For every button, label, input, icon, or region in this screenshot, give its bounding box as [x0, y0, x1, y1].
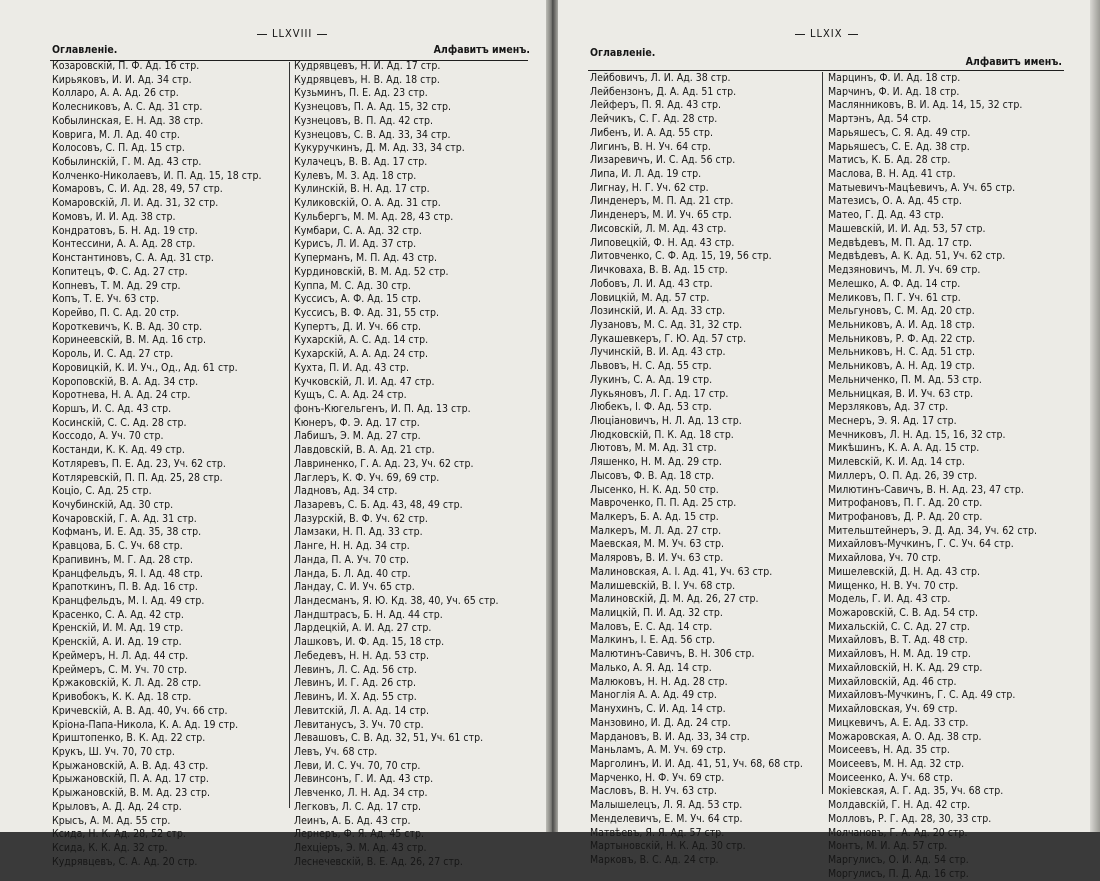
left-names-column-2: [294, 60, 530, 869]
name-entry: Меликовъ, П. Г. Уч. 61 стр.: [828, 291, 961, 304]
name-entry: Копневъ, Т. М. Ад. 29 стр.: [52, 279, 181, 292]
right-header-toc: Оглавленіе.: [590, 47, 656, 59]
name-entry: Лукьяновъ, Л. Г. Ад. 17 стр.: [590, 387, 729, 400]
name-entry: Лейчикъ, С. Г. Ад. 28 стр.: [590, 113, 718, 126]
name-entry: Красенко, С. А. Ад. 42 стр.: [52, 608, 184, 621]
left-column-divider: [289, 62, 290, 808]
name-entry: Моисеевъ, М. Н. Ад. 32 стр.: [828, 757, 965, 770]
name-entry: Левитскій, Л. А. Ад. 14 стр.: [294, 704, 430, 717]
name-entry: Марцинъ, Ф. И. Ад. 18 стр.: [828, 72, 961, 84]
name-entry: Линденеръ, М. П. Ад. 21 стр.: [590, 195, 734, 208]
left-page: [0, 0, 546, 868]
name-entry: Менделевичъ, Е. М. Уч. 64 стр.: [590, 812, 743, 825]
name-entry: Миллеръ, О. П. Ад. 26, 39 стр.: [828, 469, 978, 482]
name-entry: Кульбергъ, М. М. Ад. 28, 43 стр.: [294, 210, 454, 223]
name-entry: Комаровскій, Л. И. Ад. 31, 32 стр.: [52, 197, 219, 210]
name-entry: Лукашевкеръ, Г. Ю. Ад. 57 стр.: [590, 332, 747, 345]
name-entry: Лукинъ, С. А. Ад. 19 стр.: [590, 373, 713, 386]
name-entry: Кюнеръ, Ф. Э. Ад. 17 стр.: [294, 416, 420, 429]
name-entry: Кудрявцевъ, Н. В. Ад. 18 стр.: [294, 73, 440, 86]
name-entry: Лебедевъ, Н. Н. Ад. 53 стр.: [294, 649, 430, 662]
name-entry: Марченко, Н. Ф. Уч. 69 стр.: [590, 771, 725, 784]
name-entry: Мавроченко, П. П. Ад. 25 стр.: [590, 497, 737, 510]
name-entry: фонъ-Кюгельгенъ, И. П. Ад. 13 стр.: [294, 402, 471, 415]
name-entry: Лысовъ, Ф. В. Ад. 18 стр.: [590, 469, 715, 482]
name-entry: Леснечевскій, В. Е. Ад. 26, 27 стр.: [294, 855, 463, 868]
name-entry: Лысенко, Н. К. Ад. 50 стр.: [590, 483, 719, 496]
name-entry: Масловъ, В. Н. Уч. 63 стр.: [590, 785, 717, 798]
name-entry: Либенъ, И. А. Ад. 55 стр.: [590, 126, 713, 139]
name-entry: Колченко-Николаевъ, И. П. Ад. 15, 18 стр.: [52, 169, 262, 182]
name-entry: Короткевичъ, К. В. Ад. 30 стр.: [52, 320, 203, 333]
name-entry: Креймеръ, Н. Л. Ад. 44 стр.: [52, 649, 189, 662]
name-entry: Крукъ, Ш. Уч. 70, 70 стр.: [52, 745, 175, 758]
name-entry: Моисеевъ, Н. Ад. 35 стр.: [828, 744, 950, 757]
name-entry: Ловицкій, М. Ад. 57 стр.: [590, 291, 710, 304]
right-names-column-1: [590, 72, 820, 868]
name-entry: Манухинъ, С. И. Ад. 14 стр.: [590, 703, 726, 716]
name-entry: Лазаревъ, С. Б. Ад. 43, 48, 49 стр.: [294, 499, 463, 511]
name-entry: Михайловскій, Ад. 46 стр.: [828, 675, 957, 688]
name-entry: Ланда, Б. Л. Ад. 40 стр.: [294, 567, 411, 580]
name-entry: Ламзаки, Н. П. Ад. 33 стр.: [294, 526, 423, 539]
name-entry: Мельниковъ, Р. Ф. Ад. 22 стр.: [828, 332, 976, 345]
right-page: [558, 0, 1100, 880]
name-entry: Малютинъ-Савичъ, В. Н. 306 стр.: [590, 648, 755, 661]
name-entry: Левинъ, Л. С. Ад. 56 стр.: [294, 663, 417, 676]
name-entry: Михайловъ, Н. М. Ад. 19 стр.: [828, 648, 971, 661]
name-entry: Маноглія А. А. Ад. 49 стр.: [590, 689, 717, 702]
name-entry: Кренскій, И. М. Ад. 19 стр.: [52, 622, 184, 635]
name-entry: Малицкій, П. И. Ад. 32 стр.: [590, 607, 723, 620]
name-entry: Матисъ, К. Б. Ад. 28 стр.: [828, 154, 951, 167]
right-header-rule: [588, 70, 1064, 71]
name-entry: Кущъ, С. А. Ад. 24 стр.: [294, 389, 407, 402]
name-entry: Марчинъ, Ф. И. Ад. 18 стр.: [828, 85, 960, 98]
name-entry: Ландштрасъ, Б. Н. Ад. 44 стр.: [294, 608, 443, 621]
right-page-number: LLXIX: [790, 27, 863, 40]
name-entry: Мельницкая, В. И. Уч. 63 стр.: [828, 387, 974, 400]
name-entry: Мокіевская, А. Г. Ад. 35, Уч. 68 стр.: [828, 785, 1004, 798]
name-entry: Митрофановъ, П. Г. Ад. 20 стр.: [828, 497, 983, 510]
name-entry: Модель, Г. И. Ад. 43 стр.: [828, 593, 951, 606]
name-entry: Крапивинъ, М. Г. Ад. 28 стр.: [52, 553, 193, 566]
name-entry: Лернеръ, Ф. Я. Ад. 45 стр.: [294, 828, 424, 841]
name-entry: Козаровскій, П. Ф. Ад. 16 стр.: [52, 60, 200, 72]
name-entry: Лехціеръ, Э. М. Ад. 43 стр.: [294, 841, 427, 854]
name-entry: Медзяновичъ, М. Л. Уч. 69 стр.: [828, 264, 981, 277]
name-entry: Михайловская, Уч. 69 стр.: [828, 703, 958, 716]
name-entry: Лавриненко, Г. А. Ад. 23, Уч. 62 стр.: [294, 457, 474, 470]
name-entry: Люціановичъ, Н. Л. Ад. 13 стр.: [590, 414, 742, 427]
name-entry: Кукуручкинъ, Д. М. Ад. 33, 34 стр.: [294, 142, 465, 155]
name-entry: Кучковскій, Л. И. Ад. 47 стр.: [294, 375, 435, 388]
name-entry: Кобылинская, Е. Н. Ад. 38 стр.: [52, 114, 204, 127]
name-entry: Мительштейнеръ, Э. Д. Ад. 34, Уч. 62 стр.: [828, 524, 1038, 537]
name-entry: Молчановъ, Г. А. Ад. 20 стр.: [828, 826, 968, 839]
name-entry: Мельниковъ, А. Н. Ад. 19 стр.: [828, 360, 975, 373]
name-entry: Медвѣдевъ, М. П. Ад. 17 стр.: [828, 236, 972, 249]
name-entry: Кріона-Папа-Никола, К. А. Ад. 19 стр.: [52, 718, 239, 731]
name-entry: Малюковъ, Н. Н. Ад. 28 стр.: [590, 675, 728, 688]
name-entry: Липовецкій, Ф. Н. Ад. 43 стр.: [590, 236, 735, 249]
name-entry: Кранцфельдъ, М. І. Ад. 49 стр.: [52, 595, 205, 608]
name-entry: Кренскій, А. И. Ад. 19 стр.: [52, 636, 182, 649]
name-entry: Малкеръ, М. Л. Ад. 27 стр.: [590, 524, 722, 537]
name-entry: Коссодо, А. Уч. 70 стр.: [52, 430, 164, 443]
name-entry: Кузнецовъ, С. В. Ад. 33, 34 стр.: [294, 128, 451, 141]
name-entry: Кричевскій, А. В. Ад. 40, Уч. 66 стр.: [52, 704, 228, 717]
name-entry: Марьяшесъ, С. Е. Ад. 38 стр.: [828, 140, 970, 153]
name-entry: Матыевичъ-Мацѣевичъ, А. Уч. 65 стр.: [828, 181, 1016, 194]
name-entry: Лузановъ, М. С. Ад. 31, 32 стр.: [590, 318, 743, 331]
name-entry: Мечниковъ, Л. Н. Ад. 15, 16, 32 стр.: [828, 428, 1006, 441]
name-entry: Крапоткинъ, П. В. Ад. 16 стр.: [52, 581, 198, 594]
name-entry: Можаровскій, С. В. Ад. 54 стр.: [828, 607, 979, 620]
name-entry: Кузнецовъ, П. А. Ад. 15, 32 стр.: [294, 101, 452, 114]
name-entry: Лисовскій, Л. М. Ад. 43 стр.: [590, 222, 727, 235]
name-entry: Кузьминъ, П. Е. Ад. 23 стр.: [294, 87, 428, 100]
name-entry: Матезисъ, О. А. Ад. 45 стр.: [828, 195, 962, 208]
name-entry: Кухта, П. И. Ад. 43 стр.: [294, 361, 410, 374]
name-entry: Мартэнъ, Ад. 54 стр.: [828, 113, 932, 126]
name-entry: Мельниковъ, А. И. Ад. 18 стр.: [828, 318, 975, 331]
name-entry: Михайловъ, В. Т. Ад. 48 стр.: [828, 634, 968, 647]
name-entry: Коршъ, И. С. Ад. 43 стр.: [52, 402, 172, 415]
name-entry: Лаглеръ, К. Ф. Уч. 69, 69 стр.: [294, 471, 440, 484]
name-entry: Кухарскій, А. С. Ад. 14 стр.: [294, 334, 429, 347]
name-entry: Маляровъ, В. И. Уч. 63 стр.: [590, 552, 724, 565]
name-entry: Котляревъ, П. Е. Ад. 23, Уч. 62 стр.: [52, 457, 226, 470]
left-header-index: Алфавитъ именъ.: [433, 44, 530, 56]
name-entry: Копитецъ, Ф. С. Ад. 27 стр.: [52, 265, 188, 278]
name-entry: Мерзляковъ, Ад. 37 стр.: [828, 401, 949, 414]
name-entry: Лейферъ, П. Я. Ад. 43 стр.: [590, 99, 721, 112]
name-entry: Корейво, П. С. Ад. 20 стр.: [52, 306, 180, 319]
name-entry: Милевскій, К. И. Ад. 14 стр.: [828, 456, 965, 469]
name-entry: Кудрявцевъ, С. А. Ад. 20 стр.: [52, 855, 198, 868]
name-entry: Лозинскій, И. А. Ад. 33 стр.: [590, 305, 726, 318]
name-entry: Куликовскій, О. А. Ад. 31 стр.: [294, 197, 441, 210]
right-header-index: Алфавитъ именъ.: [965, 56, 1062, 68]
name-entry: Лабишъ, Э. М. Ад. 27 стр.: [294, 430, 421, 443]
name-entry: Микѣшинъ, К. А. А. Ад. 15 стр.: [828, 442, 980, 455]
name-entry: Можаровская, А. О. Ад. 38 стр.: [828, 730, 982, 743]
name-entry: Левченко, Л. Н. Ад. 34 стр.: [294, 787, 428, 800]
name-entry: Коровицкій, К. И. Уч., Од., Ад. 61 стр.: [52, 361, 238, 374]
name-entry: Ландау, С. И. Уч. 65 стр.: [294, 581, 415, 594]
name-entry: Левитанусъ, З. Уч. 70 стр.: [294, 718, 424, 731]
left-names-column-1: [52, 60, 286, 869]
name-entry: Куссисъ, А. Ф. Ад. 15 стр.: [294, 293, 421, 306]
name-entry: Кирьяковъ, И. И. Ад. 34 стр.: [52, 73, 192, 86]
name-entry: Куперманъ, М. П. Ад. 43 стр.: [294, 252, 438, 265]
name-entry: Маловъ, Е. С. Ад. 14 стр.: [590, 620, 713, 633]
name-entry: Кривобокъ, К. К. Ад. 18 стр.: [52, 691, 192, 704]
right-column-divider: [822, 72, 823, 794]
name-entry: Крыжановскій, П. А. Ад. 17 стр.: [52, 773, 209, 786]
name-entry: Кранцфельдъ, Я. І. Ад. 48 стр.: [52, 567, 203, 580]
name-entry: Мельниченко, П. М. Ад. 53 стр.: [828, 373, 982, 386]
name-entry: Купертъ, Д. И. Уч. 66 стр.: [294, 320, 421, 333]
name-entry: Копъ, Т. Е. Уч. 63 стр.: [52, 293, 160, 306]
name-entry: Коринеевскій, В. М. Ад. 16 стр.: [52, 334, 206, 347]
name-entry: Константиновъ, С. А. Ад. 31 стр.: [52, 252, 214, 265]
name-entry: Куппа, М. С. Ад. 30 стр.: [294, 279, 411, 292]
name-entry: Левъ, Уч. 68 стр.: [294, 745, 378, 758]
name-entry: Маргулисъ, О. И. Ад. 54 стр.: [828, 853, 969, 866]
name-entry: Марковъ, В. С. Ад. 24 стр.: [590, 853, 719, 866]
name-entry: Михайловъ-Мучкинъ, Г. С. Уч. 64 стр.: [828, 538, 1014, 551]
name-entry: Короповскій, В. А. Ад. 34 стр.: [52, 375, 199, 388]
name-entry: Малишевскій, В. І. Уч. 68 стр.: [590, 579, 736, 592]
book-gutter: [546, 0, 558, 832]
name-entry: Ланда, П. А. Уч. 70 стр.: [294, 553, 410, 566]
name-entry: Колларо, А. А. Ад. 26 стр.: [52, 87, 179, 100]
name-entry: Куссисъ, В. Ф. Ад. 31, 55 стр.: [294, 306, 440, 319]
name-entry: Молдавскій, Г. Н. Ад. 42 стр.: [828, 799, 971, 812]
right-names-column-2: [828, 72, 1064, 881]
name-entry: Лашковъ, И. Ф. Ад. 15, 18 стр.: [294, 636, 445, 649]
name-entry: Меснеръ, Э. Я. Ад. 17 стр.: [828, 414, 957, 427]
name-entry: Левашовъ, С. В. Ад. 32, 51, Уч. 61 стр.: [294, 732, 484, 745]
name-entry: Манзовино, И. Д. Ад. 24 стр.: [590, 716, 731, 729]
name-entry: Котляревскій, П. П. Ад. 25, 28 стр.: [52, 471, 223, 484]
name-entry: Михайловъ-Мучкинъ, Г. С. Ад. 49 стр.: [828, 689, 1016, 702]
name-entry: Мельгуновъ, С. М. Ад. 20 стр.: [828, 305, 975, 318]
name-entry: Ляшенко, Н. М. Ад. 29 стр.: [590, 456, 722, 469]
name-entry: Кузнецовъ, В. П. Ад. 42 стр.: [294, 114, 434, 127]
name-entry: Мишелевскій, Д. Н. Ад. 43 стр.: [828, 565, 981, 578]
name-entry: Мардановъ, В. И. Ад. 33, 34 стр.: [590, 730, 750, 743]
name-entry: Липа, И. Л. Ад. 19 стр.: [590, 168, 702, 181]
name-entry: Кравцова, Б. С. Уч. 68 стр.: [52, 540, 183, 553]
name-entry: Кочубинскій, Ад. 30 стр.: [52, 499, 174, 511]
name-entry: Курисъ, Л. И. Ад. 37 стр.: [294, 238, 417, 251]
name-entry: Кулинскій, В. Н. Ад. 17 стр.: [294, 183, 430, 196]
name-entry: Ковригa, М. Л. Ад. 40 стр.: [52, 128, 180, 141]
name-entry: Крыжановскій, А. В. Ад. 43 стр.: [52, 759, 209, 772]
name-entry: Лигинъ, В. Н. Уч. 64 стр.: [590, 140, 711, 153]
name-entry: Моргулисъ, П. Д. Ад. 16 стр.: [828, 867, 969, 880]
name-entry: Лейбовичъ, Л. И. Ад. 38 стр.: [590, 72, 731, 84]
name-entry: Кобылинскій, Г. М. Ад. 43 стр.: [52, 156, 202, 169]
name-entry: Малкеръ, Б. А. Ад. 15 стр.: [590, 511, 719, 523]
name-entry: Маевская, М. М. Уч. 63 стр.: [590, 538, 725, 551]
name-entry: Леви, И. С. Уч. 70, 70 стр.: [294, 759, 421, 772]
name-entry: Малышелецъ, Л. Я. Ад. 53 стр.: [590, 799, 743, 812]
name-entry: Левинъ, И. Г. Ад. 26 стр.: [294, 677, 417, 690]
name-entry: Литовченко, С. Ф. Ад. 15, 19, 56 стр.: [590, 250, 772, 263]
name-entry: Лигнау, Н. Г. Уч. 62 стр.: [590, 181, 709, 194]
name-entry: Курдиновскій, В. М. Ад. 52 стр.: [294, 265, 449, 278]
name-entry: Кржаковскій, К. Л. Ад. 28 стр.: [52, 677, 202, 690]
name-entry: Кудрявцевъ, Н. И. Ад. 17 стр.: [294, 60, 441, 72]
name-entry: Лизаревичъ, И. С. Ад. 56 стр.: [590, 154, 736, 167]
name-entry: Ландесманъ, Я. Ю. Кд. 38, 40, Уч. 65 стр.: [294, 595, 499, 608]
name-entry: Маслова, В. Н. Ад. 41 стр.: [828, 168, 956, 181]
name-entry: Матео, Г. Д. Ад. 43 стр.: [828, 209, 944, 222]
name-entry: Медвѣдевъ, А. К. Ад. 51, Уч. 62 стр.: [828, 250, 1006, 263]
name-entry: Молловъ, Р. Г. Ад. 28, 30, 33 стр.: [828, 812, 992, 825]
name-entry: Лютовъ, М. М. Ад. 31 стр.: [590, 442, 717, 455]
name-entry: Крыжановскій, В. М. Ад. 23 стр.: [52, 787, 210, 800]
name-entry: Леинъ, А. Б. Ад. 43 стр.: [294, 814, 411, 827]
name-entry: Милютинъ-Савичъ, В. Н. Ад. 23, 47 стр.: [828, 483, 1024, 496]
name-entry: Кулевъ, М. З. Ад. 18 стр.: [294, 169, 417, 182]
name-entry: Криштопенко, В. К. Ад. 22 стр.: [52, 732, 206, 745]
name-entry: Мельниковъ, Н. С. Ад. 51 стр.: [828, 346, 976, 359]
name-entry: Легковъ, Л. С. Ад. 17 стр.: [294, 800, 422, 813]
name-entry: Кофманъ, И. Е. Ад. 35, 38 стр.: [52, 526, 202, 539]
name-entry: Лучинскій, В. И. Ад. 43 стр.: [590, 346, 726, 359]
name-entry: Крысъ, А. М. Ад. 55 стр.: [52, 814, 171, 827]
name-entry: Маслянниковъ, В. И. Ад. 14, 15, 32 стр.: [828, 99, 1023, 112]
name-entry: Ксида, К. К. Ад. 32 стр.: [52, 841, 168, 854]
name-entry: Ладновъ, Ад. 34 стр.: [294, 485, 398, 498]
name-entry: Михайлова, Уч. 70 стр.: [828, 552, 942, 565]
name-entry: Михальскій, С. С. Ад. 27 стр.: [828, 620, 970, 633]
name-entry: Малько, А. Я. Ад. 14 стр.: [590, 661, 712, 674]
name-entry: Монтъ, М. И. Ад. 57 стр.: [828, 840, 948, 853]
name-entry: Машевскій, И. И. Ад. 53, 57 стр.: [828, 222, 986, 235]
name-entry: Мицкевичъ, А. Е. Ад. 33 стр.: [828, 716, 969, 729]
name-entry: Кухарскій, А. А. Ад. 24 стр.: [294, 348, 428, 361]
name-entry: Личковаха, В. В. Ад. 15 стр.: [590, 264, 728, 277]
book-edge: [1090, 0, 1100, 832]
name-entry: Лазурскій, В. Ф. Уч. 62 стр.: [294, 512, 428, 525]
name-entry: Матвѣевъ, Я. Я. Ад. 57 стр.: [590, 826, 725, 839]
name-entry: Коротнева, Н. А. Ад. 24 стр.: [52, 389, 191, 402]
name-entry: Лардецкій, А. И. Ад. 27 стр.: [294, 622, 432, 635]
name-entry: Митрофановъ, Д. Р. Ад. 20 стр.: [828, 511, 983, 523]
name-entry: Лейбензонъ, Д. А. Ад. 51 стр.: [590, 85, 737, 98]
name-entry: Львовъ, Н. С. Ад. 55 стр.: [590, 360, 712, 373]
name-entry: Коціо, С. Ад. 25 стр.: [52, 485, 152, 498]
name-entry: Ланге, Н. Н. Ад. 34 стр.: [294, 540, 410, 553]
name-entry: Кочаровскій, Г. А. Ад. 31 стр.: [52, 512, 197, 525]
name-entry: Кондратовъ, Б. Н. Ад. 19 стр.: [52, 224, 198, 237]
name-entry: Линденеръ, М. И. Уч. 65 стр.: [590, 209, 732, 222]
name-entry: Мелешко, А. Ф. Ад. 14 стр.: [828, 277, 961, 290]
name-entry: Марголинъ, И. И. Ад. 41, 51, Уч. 68, 68 стр.: [590, 757, 803, 770]
name-entry: Лавдовскій, В. А. Ад. 21 стр.: [294, 444, 435, 457]
name-entry: Малиновскій, Д. М. Ад. 26, 27 стр.: [590, 593, 759, 606]
name-entry: Михайловскій, Н. К. Ад. 29 стр.: [828, 661, 983, 674]
name-entry: Марьяшесъ, С. Я. Ад. 49 стр.: [828, 126, 971, 139]
name-entry: Людковскій, П. К. Ад. 18 стр.: [590, 428, 734, 441]
left-header-toc: Оглавленіе.: [52, 44, 118, 56]
name-entry: Мартыновскій, Н. К. Ад. 30 стр.: [590, 840, 746, 853]
name-entry: Малкинъ, І. Е. Ад. 56 стр.: [590, 634, 716, 647]
name-entry: Левинсонъ, Г. И. Ад. 43 стр.: [294, 773, 434, 786]
name-entry: Колосовъ, С. П. Ад. 15 стр.: [52, 142, 185, 155]
name-entry: Кумбари, С. А. Ад. 32 стр.: [294, 224, 422, 237]
name-entry: Комаровъ, С. И. Ад. 28, 49, 57 стр.: [52, 183, 223, 196]
name-entry: Косинскій, С. С. Ад. 28 стр.: [52, 416, 187, 429]
name-entry: Контессини, А. А. Ад. 28 стр.: [52, 238, 196, 251]
name-entry: Комовъ, И. И. Ад. 38 стр.: [52, 210, 176, 223]
name-entry: Мищенко, Н. В. Уч. 70 стр.: [828, 579, 959, 592]
name-entry: Колесниковъ, А. С. Ад. 31 стр.: [52, 101, 203, 114]
name-entry: Король, И. С. Ад. 27 стр.: [52, 348, 174, 361]
name-entry: Моисеенко, А. Уч. 68 стр.: [828, 771, 954, 784]
name-entry: Костанди, К. К. Ад. 49 стр.: [52, 444, 185, 457]
name-entry: Маньламъ, А. М. Уч. 69 стр.: [590, 744, 726, 757]
name-entry: Любекъ, І. Ф. Ад. 53 стр.: [590, 401, 712, 414]
name-entry: Крыловъ, А. Д. Ад. 24 стр.: [52, 800, 182, 813]
left-page-number: LLXVIII: [252, 27, 332, 40]
name-entry: Ксида, Н. К. Ад. 28, 52 стр.: [52, 828, 186, 841]
name-entry: Лобовъ, Л. И. Ад. 43 стр.: [590, 277, 713, 290]
name-entry: Левинъ, И. Х. Ад. 55 стр.: [294, 691, 417, 704]
name-entry: Малиновская, А. І. Ад. 41, Уч. 63 стр.: [590, 565, 773, 578]
name-entry: Креймеръ, С. М. Уч. 70 стр.: [52, 663, 188, 676]
name-entry: Кулачецъ, В. В. Ад. 17 стр.: [294, 156, 428, 169]
